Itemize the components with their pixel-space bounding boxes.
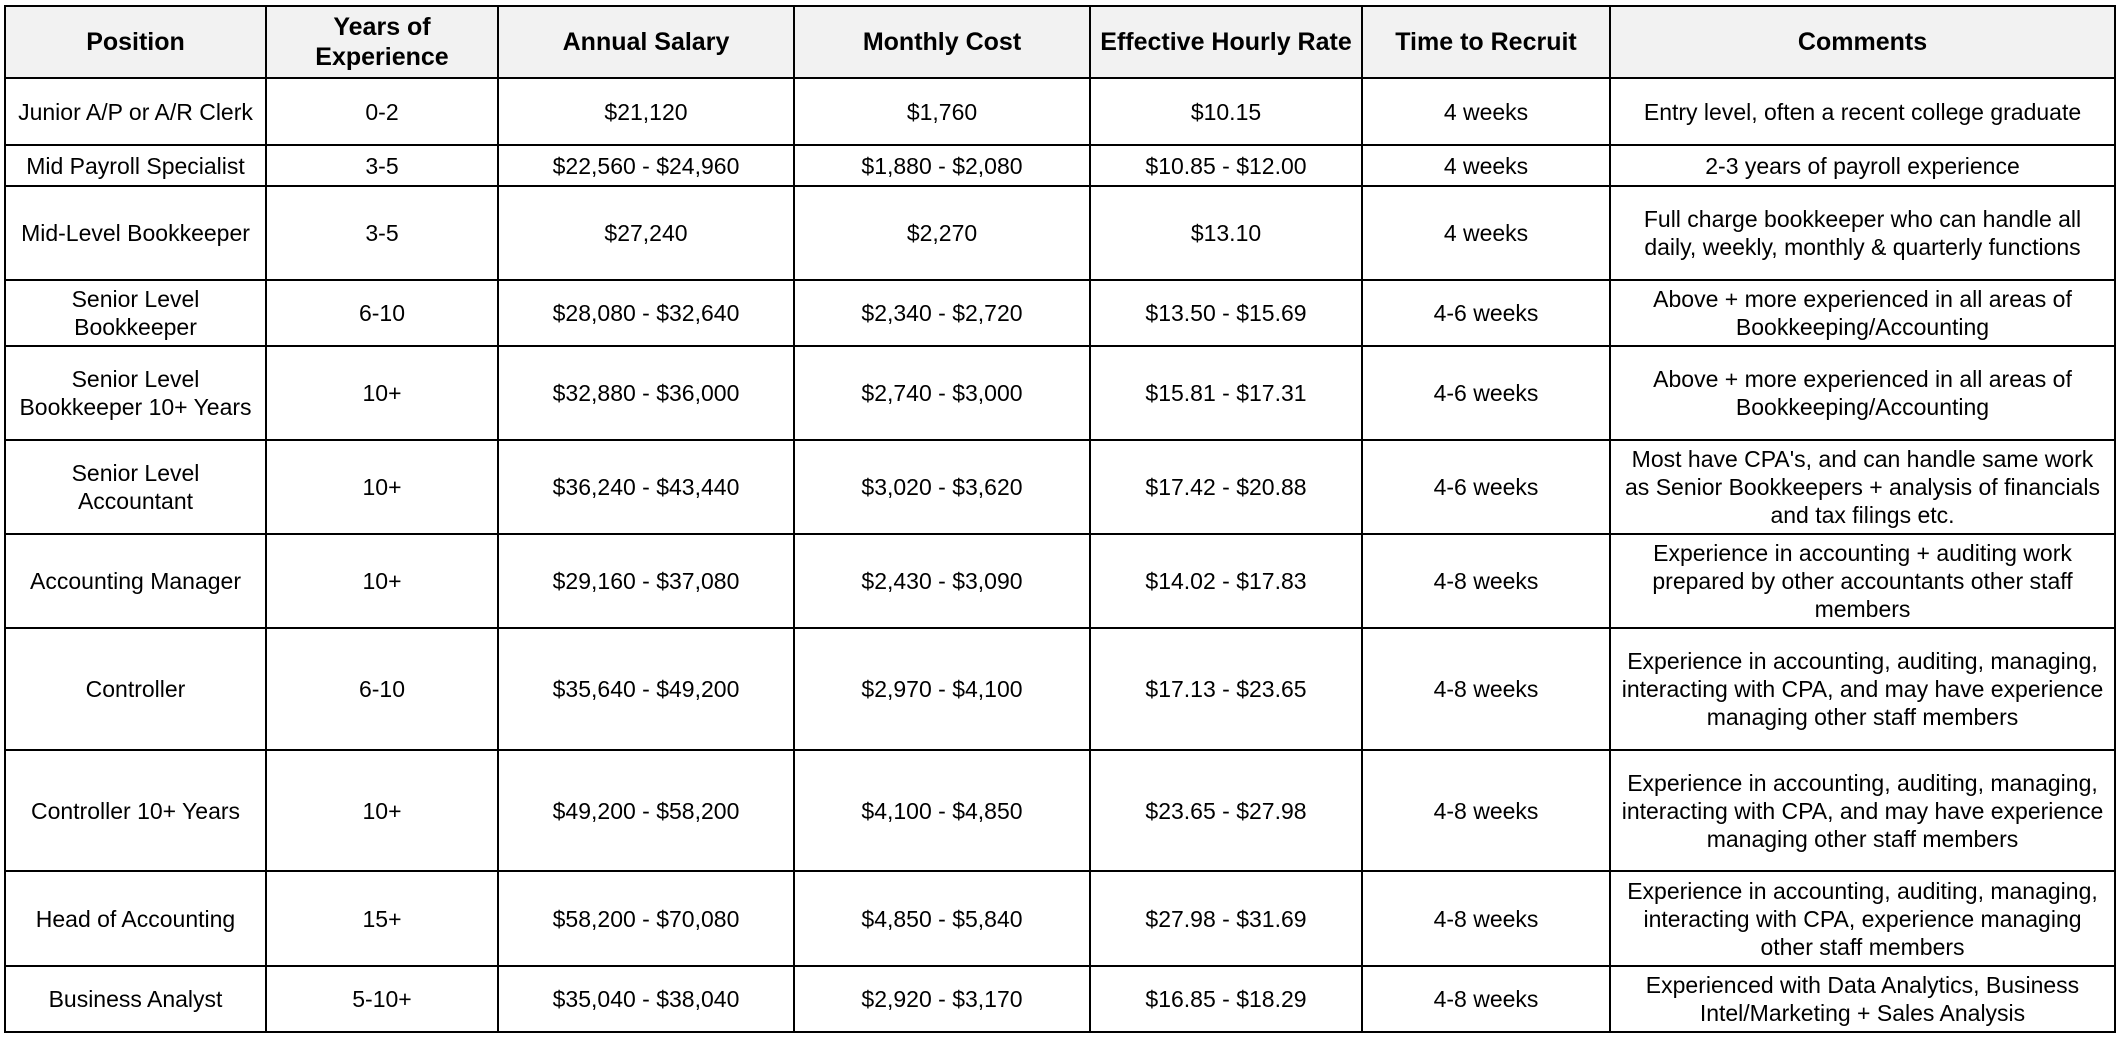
cell-monthly-cost: $1,760: [794, 78, 1090, 145]
cell-comments: Experience in accounting, auditing, managing, interacting with CPA, and may have experience managing other staff members: [1610, 628, 2115, 750]
cell-hourly-rate: $13.50 - $15.69: [1090, 280, 1362, 346]
cell-hourly-rate: $16.85 - $18.29: [1090, 966, 1362, 1032]
table-row: [5, 186, 2115, 280]
table-row: [5, 346, 2115, 440]
cell-position: Business Analyst: [5, 966, 266, 1032]
cell-hourly-rate: $10.85 - $12.00: [1090, 145, 1362, 186]
header-annual-salary: Annual Salary: [498, 6, 794, 78]
cell-position: Senior Level Bookkeeper: [5, 280, 266, 346]
cell-years: 10+: [266, 440, 498, 534]
table-row: [5, 280, 2115, 346]
cell-time-to-recruit: 4 weeks: [1362, 78, 1610, 145]
cell-hourly-rate: $10.15: [1090, 78, 1362, 145]
header-position: Position: [5, 6, 266, 78]
cell-time-to-recruit: 4-6 weeks: [1362, 440, 1610, 534]
cell-position: Junior A/P or A/R Clerk: [5, 78, 266, 145]
cell-position: Controller: [5, 628, 266, 750]
cell-time-to-recruit: 4-8 weeks: [1362, 628, 1610, 750]
cell-time-to-recruit: 4-8 weeks: [1362, 750, 1610, 871]
table-row: [5, 440, 2115, 534]
cell-monthly-cost: $4,100 - $4,850: [794, 750, 1090, 871]
cell-annual-salary: $32,880 - $36,000: [498, 346, 794, 440]
cell-monthly-cost: $2,920 - $3,170: [794, 966, 1090, 1032]
table-row: [5, 78, 2115, 145]
header-monthly-cost: Monthly Cost: [794, 6, 1090, 78]
cell-years: 15+: [266, 871, 498, 966]
cell-position: Accounting Manager: [5, 534, 266, 628]
cell-comments: Entry level, often a recent college graduate: [1610, 78, 2115, 145]
table-row: [5, 966, 2115, 1032]
cell-position: Senior Level Bookkeeper 10+ Years: [5, 346, 266, 440]
cell-years: 6-10: [266, 628, 498, 750]
cell-monthly-cost: $2,430 - $3,090: [794, 534, 1090, 628]
cell-years: 3-5: [266, 186, 498, 280]
cell-hourly-rate: $23.65 - $27.98: [1090, 750, 1362, 871]
cell-position: Mid-Level Bookkeeper: [5, 186, 266, 280]
table-row: [5, 750, 2115, 871]
cell-position: Controller 10+ Years: [5, 750, 266, 871]
cell-years: 0-2: [266, 78, 498, 145]
cell-time-to-recruit: 4-6 weeks: [1362, 280, 1610, 346]
cell-years: 10+: [266, 346, 498, 440]
cell-annual-salary: $27,240: [498, 186, 794, 280]
header-years-of-experience: Years of Experience: [266, 6, 498, 78]
cell-years: 10+: [266, 534, 498, 628]
cell-comments: Full charge bookkeeper who can handle all daily, weekly, monthly & quarterly functions: [1610, 186, 2115, 280]
cell-comments: Experience in accounting, auditing, managing, interacting with CPA, and may have experience managing other staff members: [1610, 750, 2115, 871]
table-header-row: [5, 6, 2115, 78]
cell-comments: Experience in accounting, auditing, managing, interacting with CPA, experience managing other staff members: [1610, 871, 2115, 966]
cell-annual-salary: $35,040 - $38,040: [498, 966, 794, 1032]
table-row: [5, 534, 2115, 628]
table-row: [5, 871, 2115, 966]
cell-monthly-cost: $2,740 - $3,000: [794, 346, 1090, 440]
cell-years: 5-10+: [266, 966, 498, 1032]
cell-time-to-recruit: 4-8 weeks: [1362, 966, 1610, 1032]
cell-years: 10+: [266, 750, 498, 871]
cell-annual-salary: $49,200 - $58,200: [498, 750, 794, 871]
cell-years: 3-5: [266, 145, 498, 186]
cell-monthly-cost: $2,270: [794, 186, 1090, 280]
cell-monthly-cost: $3,020 - $3,620: [794, 440, 1090, 534]
cell-comments: Above + more experienced in all areas of Bookkeeping/Accounting: [1610, 280, 2115, 346]
cell-time-to-recruit: 4-8 weeks: [1362, 534, 1610, 628]
table-row: [5, 628, 2115, 750]
cell-comments: 2-3 years of payroll experience: [1610, 145, 2115, 186]
cell-time-to-recruit: 4 weeks: [1362, 145, 1610, 186]
cell-annual-salary: $29,160 - $37,080: [498, 534, 794, 628]
cell-time-to-recruit: 4-8 weeks: [1362, 871, 1610, 966]
table-row: [5, 145, 2115, 186]
cell-time-to-recruit: 4 weeks: [1362, 186, 1610, 280]
cell-annual-salary: $22,560 - $24,960: [498, 145, 794, 186]
cell-comments: Experience in accounting + auditing work prepared by other accountants other staff members: [1610, 534, 2115, 628]
cell-hourly-rate: $15.81 - $17.31: [1090, 346, 1362, 440]
cell-annual-salary: $21,120: [498, 78, 794, 145]
cell-hourly-rate: $17.42 - $20.88: [1090, 440, 1362, 534]
cell-time-to-recruit: 4-6 weeks: [1362, 346, 1610, 440]
cell-annual-salary: $58,200 - $70,080: [498, 871, 794, 966]
cell-hourly-rate: $13.10: [1090, 186, 1362, 280]
cell-annual-salary: $36,240 - $43,440: [498, 440, 794, 534]
cell-hourly-rate: $27.98 - $31.69: [1090, 871, 1362, 966]
salary-table: [4, 5, 2116, 1033]
cell-monthly-cost: $2,970 - $4,100: [794, 628, 1090, 750]
cell-position: Senior Level Accountant: [5, 440, 266, 534]
cell-hourly-rate: $14.02 - $17.83: [1090, 534, 1362, 628]
cell-monthly-cost: $2,340 - $2,720: [794, 280, 1090, 346]
salary-table-container: [4, 5, 2114, 1033]
cell-comments: Above + more experienced in all areas of Bookkeeping/Accounting: [1610, 346, 2115, 440]
cell-hourly-rate: $17.13 - $23.65: [1090, 628, 1362, 750]
cell-monthly-cost: $1,880 - $2,080: [794, 145, 1090, 186]
cell-position: Mid Payroll Specialist: [5, 145, 266, 186]
header-comments: Comments: [1610, 6, 2115, 78]
cell-annual-salary: $28,080 - $32,640: [498, 280, 794, 346]
cell-comments: Experienced with Data Analytics, Business Intel/Marketing + Sales Analysis: [1610, 966, 2115, 1032]
cell-position: Head of Accounting: [5, 871, 266, 966]
cell-years: 6-10: [266, 280, 498, 346]
cell-comments: Most have CPA's, and can handle same work as Senior Bookkeepers + analysis of financials and tax filings etc.: [1610, 440, 2115, 534]
header-time-to-recruit: Time to Recruit: [1362, 6, 1610, 78]
cell-monthly-cost: $4,850 - $5,840: [794, 871, 1090, 966]
cell-annual-salary: $35,640 - $49,200: [498, 628, 794, 750]
header-effective-hourly-rate: Effective Hourly Rate: [1090, 6, 1362, 78]
